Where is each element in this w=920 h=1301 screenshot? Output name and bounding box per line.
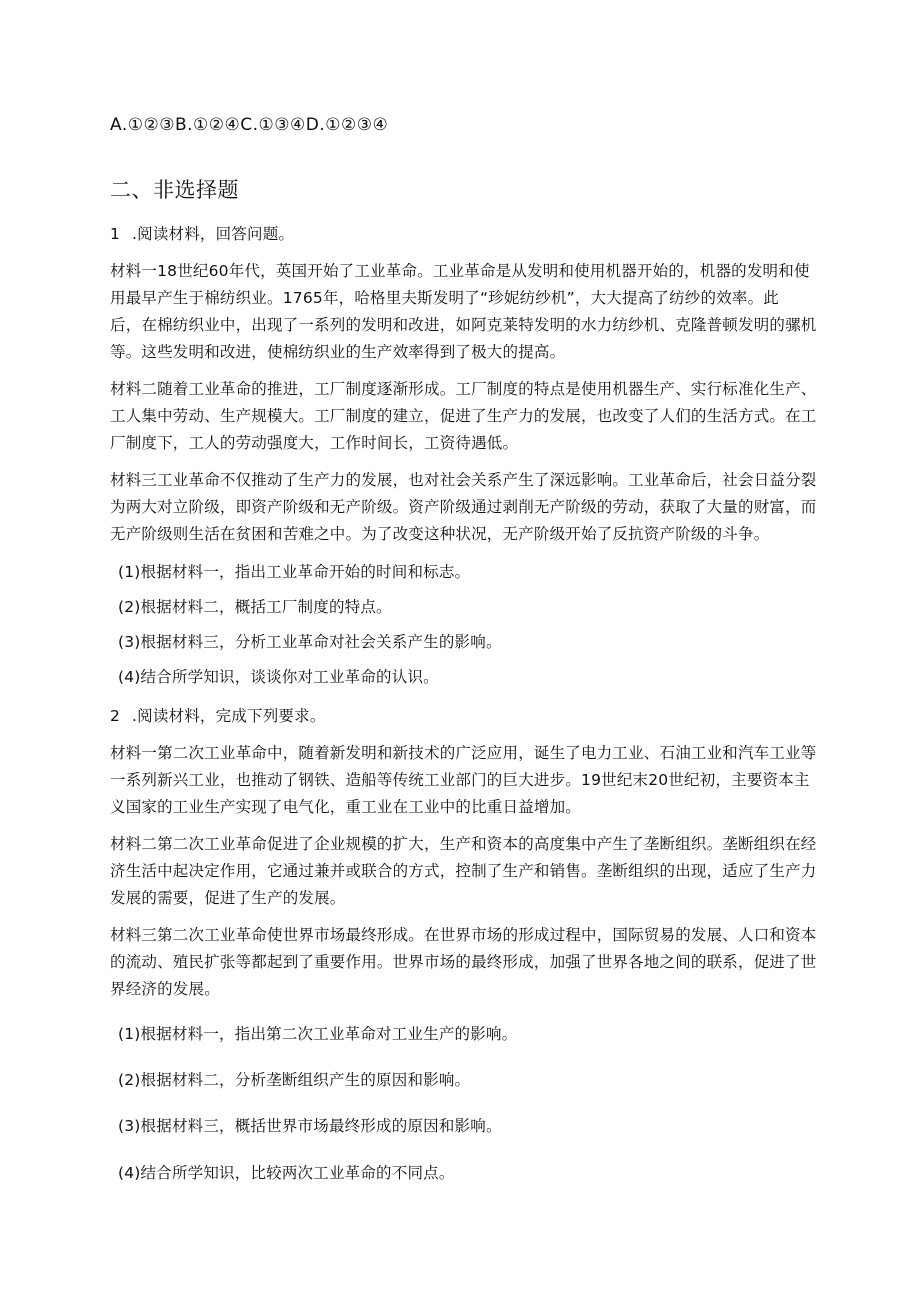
q1-material-line: 厂制度下，工人的劳动强度大，工作时间长，工资待遇低。	[110, 434, 519, 452]
q1-material-line: 为两大对立阶级，即资产阶级和无产阶级。资产阶级通过剥削无产阶级的劳动，获取了大量的财富，而	[110, 498, 817, 516]
q1-material-line: 材料三工业革命不仅推动了生产力的发展，也对社会关系产生了深远影响。工业革命后，社会日益分裂	[110, 471, 817, 489]
question-2-header	[110, 706, 326, 726]
q2-material-line: 的流动、殖民扩张等都起到了重要作用。世界市场的最终形成，加强了世界各地之间的联系，促进了世	[110, 953, 817, 971]
q1-material-line: 材料一18世纪60年代，英国开始了工业革命。工业革命是从发明和使用机器开始的，机器的发明和使	[110, 262, 810, 280]
q2-material-line: 材料一第二次工业革命中，随着新发明和新技术的广泛应用，诞生了电力工业、石油工业和汽车工业等	[110, 744, 817, 762]
question-1-prompt: .阅读材料，回答问题。	[132, 225, 295, 243]
choice-options: A.①②③B.①②④C.①③④D.①②③④	[110, 115, 389, 135]
q2-sub-question-2: (2)根据材料二，分析垄断组织产生的原因和影响。	[118, 1071, 471, 1089]
q2-sub-question-3: (3)根据材料三，概括世界市场最终形成的原因和影响。	[118, 1117, 502, 1135]
q1-sub-question-4: (4)结合所学知识，谈谈你对工业革命的认识。	[118, 668, 439, 686]
q1-material-line: 工人集中劳动、生产规模大。工厂制度的建立，促进了生产力的发展，也改变了人们的生活方式。在工	[110, 407, 817, 425]
q2-sub-question-4: (4)结合所学知识，比较两次工业革命的不同点。	[118, 1164, 455, 1182]
q1-sub-question-3: (3)根据材料三，分析工业革命对社会关系产生的影响。	[118, 633, 502, 651]
q2-sub-question-1: (1)根据材料一，指出第二次工业革命对工业生产的影响。	[118, 1025, 518, 1043]
q1-material-line: 等。这些发明和改进，使棉纺织业的生产效率得到了极大的提高。	[110, 343, 566, 361]
q2-material-line: 济生活中起决定作用，它通过兼并或联合的方式，控制了生产和销售。垄断组织的出现，适应了生产力	[110, 862, 817, 880]
question-2-number: 2	[110, 707, 121, 725]
section-heading: 二、非选择题	[110, 178, 239, 202]
q2-material-line: 发展的需要，促进了生产的发展。	[110, 889, 346, 907]
q2-material-line: 义国家的工业生产实现了电气化，重工业在工业中的比重日益增加。	[110, 798, 582, 816]
q1-material-line: 无产阶级则生活在贫困和苦难之中。为了改变这种状况，无产阶级开始了反抗资产阶级的斗争。	[110, 525, 770, 543]
q2-material-line: 材料三第二次工业革命使世界市场最终形成。在世界市场的形成过程中，国际贸易的发展、人口和资本	[110, 926, 817, 944]
q1-material-line: 材料二随着工业革命的推进，工厂制度逐渐形成。工厂制度的特点是使用机器生产、实行标准化生产、	[110, 380, 817, 398]
q2-material-line: 界经济的发展。	[110, 980, 220, 998]
q2-material-line: 一系列新兴工业，也推动了钢铁、造船等传统工业部门的巨大进步。19世纪末20世纪初，主要资本主	[110, 771, 810, 789]
q1-sub-question-2: (2)根据材料二，概括工厂制度的特点。	[118, 598, 392, 616]
question-1-number: 1	[110, 225, 121, 243]
q1-material-line: 后，在棉纺织业中，出现了一系列的发明和改进，如阿克莱特发明的水力纺纱机、克隆普顿发明的骡机	[110, 316, 817, 334]
q1-material-line: 用最早产生于棉纺织业。1765年，哈格里夫斯发明了“珍妮纺纱机”，大大提高了纺纱的效率。此	[110, 289, 780, 307]
q2-material-line: 材料二第二次工业革命促进了企业规模的扩大，生产和资本的高度集中产生了垄断组织。垄断组织在经	[110, 835, 817, 853]
question-2-prompt: .阅读材料，完成下列要求。	[132, 707, 326, 725]
q1-sub-question-1: (1)根据材料一，指出工业革命开始的时间和标志。	[118, 563, 471, 581]
question-1-header	[110, 224, 294, 244]
